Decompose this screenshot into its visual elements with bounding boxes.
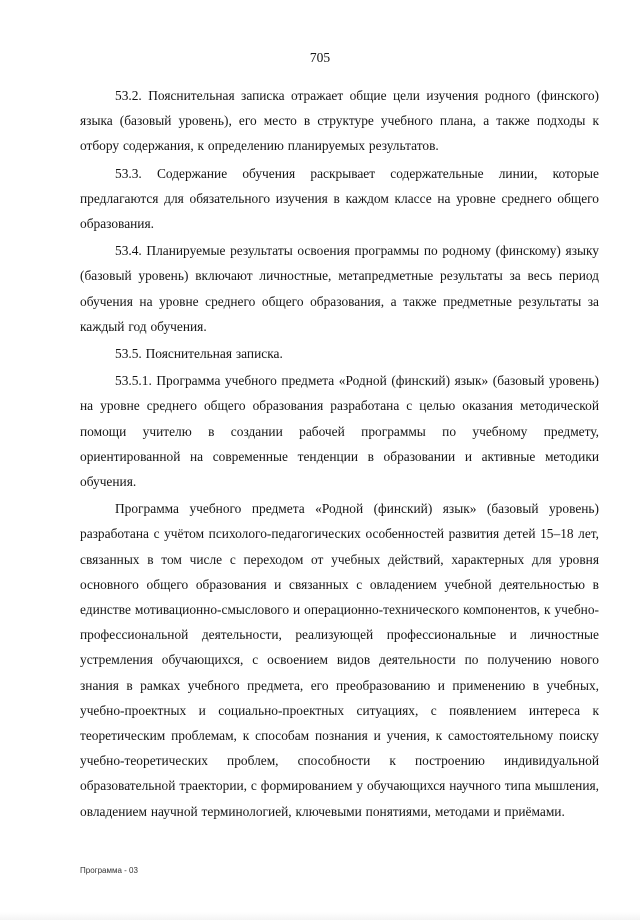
paragraph-53-4: 53.4. Планируемые результаты освоения программы по родному (финскому) языку (базовый уровень) включают личностные, метапредметные результаты за весь период обучения на уровне среднего общего образования, а также предметные результаты за каждый год обучения. [80,243,599,334]
paragraph-53-5: 53.5. Пояснительная записка. [115,346,283,362]
page-number: 705 [309,50,331,65]
paragraph-53-2: 53.2. Пояснительная записка отражает общие цели изучения родного (финского) языка (базовый уровень), его место в структуре учебного плана, а также подходы к отбору содержания, к определению планируемых результатов. [80,88,599,154]
document-body [80,83,599,824]
paragraph-53-3: 53.3. Содержание обучения раскрывает содержательные линии, которые предлагаются для обязательного изучения в каждом классе на уровне среднего общего образования. [80,165,599,232]
paragraph-program-description: Программа учебного предмета «Родной (финский) язык» (базовый уровень) разработана с учётом психолого-педагогических особенностей развития детей 15–18 лет, связанных в том числе с переходом от учебных действий, характерных для уровня основного общего образования и связанных с овладением учебной деятельностью в единстве мотивационно-смыслового и операционно-технического компонентов, к учебно-профессиональной деятельности, реализующей профессиональные и личностные устремления обучающихся, с освоением видов деятельности по получению нового знания в рамках учебного предмета, его преобразованию и применению в учебных, учебно-проектных и социально-проектных ситуациях, с появлением интереса к теоретическим проблемам, к способам познания и учения, к самостоятельному поиску учебно-теоретических проблем, способности к построению индивидуальной образовательной траектории, с формированием у обучающихся научного типа мышления, овладением научной терминологией, ключевыми понятиями, методами и приёмами. [80,501,599,819]
scan-bottom-edge [0,912,640,920]
paragraph-53-5-1: 53.5.1. Программа учебного предмета «Родной (финский) язык» (базовый уровень) на уровне среднего общего образования разработана с целью оказания методической помощи учителю в создании рабочей программы по учебному предмету, ориентированной на современные тенденции в образовании и активные методики обучения. [80,373,599,490]
page-footer: Программа - 03 [80,866,138,875]
